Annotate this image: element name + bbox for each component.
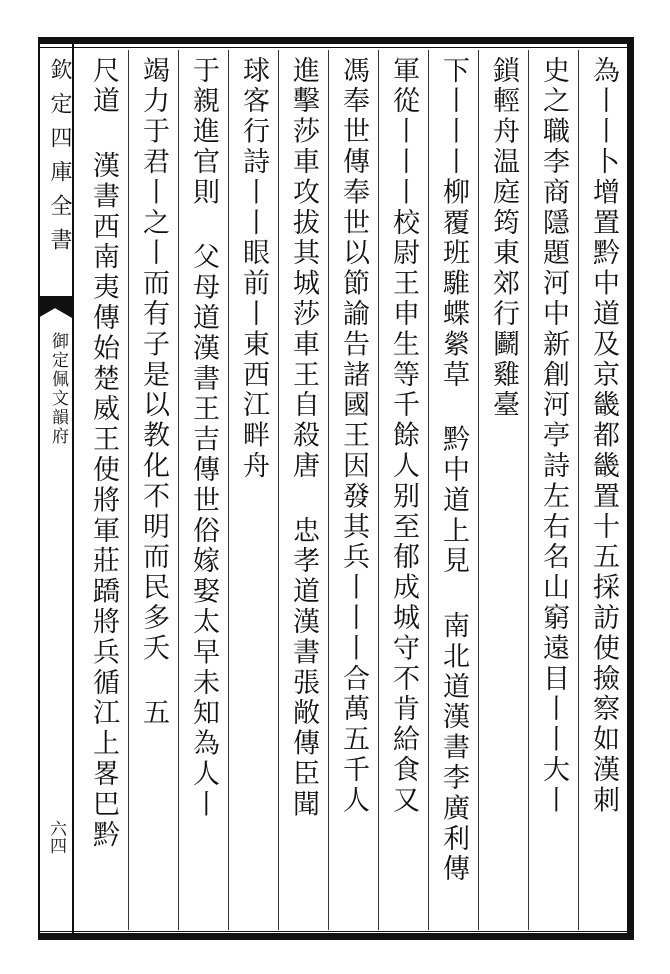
- column-text: 進擊莎車攻拔其城莎車王自殺唐 忠孝道漢書張敞傳臣聞: [288, 56, 319, 820]
- margin-title: 欽定四庫全書: [47, 58, 72, 262]
- text-column: [378, 50, 428, 930]
- text-column: [228, 50, 278, 930]
- column-text: 鎖輕舟温庭筠東郊行鬬雞臺: [488, 56, 519, 421]
- column-text: 尺道 漢書西南夷傳始楚威王使將軍莊蹻將兵循江上畧巴黔: [88, 56, 119, 851]
- text-column: [528, 50, 578, 930]
- text-column: [78, 50, 128, 930]
- column-text: 于親進官則 父母道漢書王吉傳世俗嫁娶太早未知為人丨: [188, 56, 219, 820]
- page-number: 六四: [46, 820, 66, 854]
- text-column: [578, 50, 628, 930]
- text-column: [278, 50, 328, 930]
- column-text: 軍從丨丨丨校尉王申生等千餘人别至郁成城守不肯給食又: [388, 56, 419, 816]
- column-text: 下丨丨丨柳覆班騅蝶縈草 黔中道上見 南北道漢書李廣利傳: [438, 56, 469, 885]
- margin-book-title: 御定佩文韻府: [48, 332, 68, 446]
- column-text: 竭力于君丨之丨而有子是以教化不明而民多夭 五: [138, 56, 169, 729]
- text-column: [128, 50, 178, 930]
- text-column: [428, 50, 478, 930]
- column-text: 史之職李商隱題河中新創河亭詩左右名山窮遠目丨丨大丨: [538, 56, 569, 816]
- column-text: 球客行詩丨丨眼前丨東西江畔舟: [238, 56, 269, 482]
- text-column: [478, 50, 528, 930]
- text-column: [178, 50, 228, 930]
- column-text: 為丨丨卜增置黔中道及京畿都畿置十五採訪使撿察如漢刺: [588, 56, 619, 816]
- text-column: [328, 50, 378, 930]
- text-columns: [78, 50, 628, 930]
- column-text: 馮奉世傳奉世以節諭告諸國王因發其兵丨丨丨合萬五千人: [338, 56, 369, 816]
